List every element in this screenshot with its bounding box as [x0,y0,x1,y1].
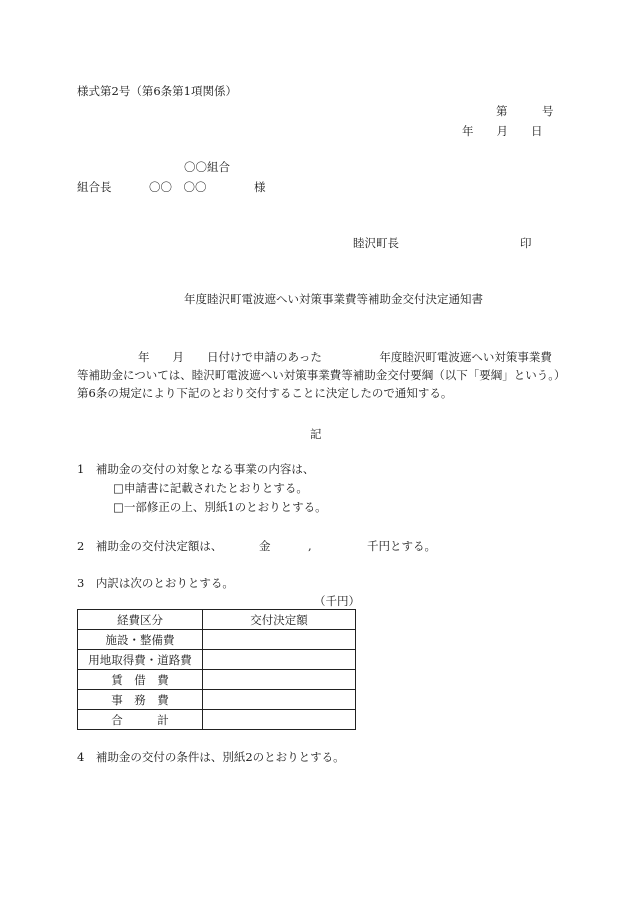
document-number: 第 号 [496,104,554,118]
header-amount: 交付決定額 [203,610,356,630]
breakdown-table [77,609,356,730]
row-amount [203,670,356,690]
body-line-1: 年 月 日付けで申請のあった 年度睦沢町電波遮へい対策事業費 [138,350,552,364]
document-title: 年度睦沢町電波遮へい対策事業費等補助金交付決定通知書 [184,292,483,306]
item-4: 4 補助金の交付の条件は、別紙2のとおりとする。 [77,750,345,764]
seal-mark: 印 [520,236,532,250]
item-2-end: 千円とする。 [367,539,436,553]
body-line-2: 等補助金については、睦沢町電波遮へい対策事業費等補助金交付要綱（以下「要綱」という。） [77,368,566,382]
addressee-chief-name: 〇〇 〇〇 [149,180,207,194]
row-category: 用地取得費・道路費 [78,650,203,670]
table-row [78,630,356,650]
row-amount [203,690,356,710]
table-total-row [78,710,356,730]
item-1: 1 補助金の交付の対象となる事業の内容は、 [77,462,315,476]
row-amount [203,630,356,650]
row-category: 合 計 [78,710,203,730]
addressee-chief-label: 組合長 [77,180,112,194]
ki-heading: 記 [310,427,322,441]
item-2-label: 2 補助金の交付決定額は、 [77,539,223,553]
item-1-option-2: □一部修正の上、別紙1のとおりとする。 [113,500,327,514]
sender-mayor: 睦沢町長 [353,236,399,250]
item-2-kin: 金 [259,539,271,553]
item-3: 3 内訳は次のとおりとする。 [77,576,234,590]
row-amount [203,650,356,670]
row-category: 事 務 費 [78,690,203,710]
header-category: 経費区分 [78,610,203,630]
item-2-comma: , [308,539,312,553]
addressee-union: 〇〇組合 [184,160,230,174]
row-category: 賃 借 費 [78,670,203,690]
addressee-honorific: 様 [254,180,266,194]
row-amount [203,710,356,730]
table-row [78,650,356,670]
form-number: 様式第2号（第6条第1項関係） [77,84,237,98]
breakdown-unit: （千円） [314,594,360,608]
table-row [78,670,356,690]
item-1-option-1: □申請書に記載されたとおりとする。 [113,481,308,495]
document-date: 年 月 日 [462,124,543,138]
row-category: 施設・整備費 [78,630,203,650]
table-header-row [78,610,356,630]
body-line-3: 第6条の規定により下記のとおり交付することに決定したので通知する。 [77,386,453,400]
table-row [78,690,356,710]
